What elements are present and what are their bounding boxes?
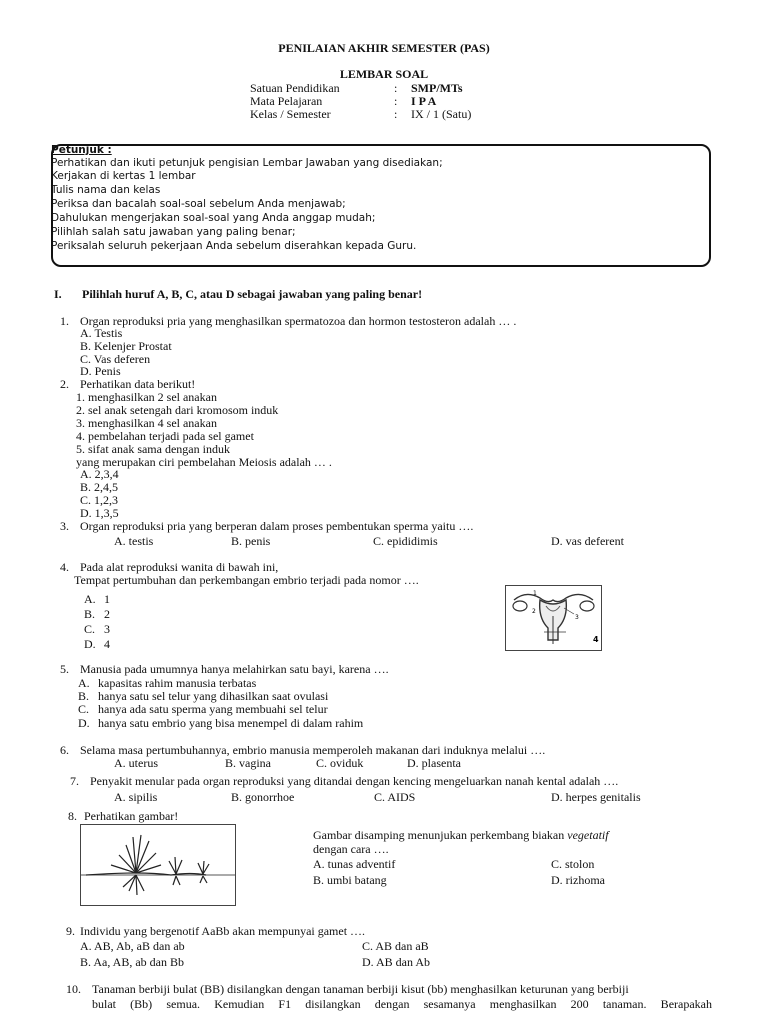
uterus-illustration [506, 586, 601, 650]
question-text: Penyakit menular pada organ reproduksi yang ditandai dengan kencing mengeluarkan nanah kental adalah …. [90, 774, 619, 788]
option: C. epididimis [373, 534, 438, 548]
question-description-2: dengan cara …. [313, 842, 389, 856]
option: hanya ada satu sperma yang membuahi sel telur [98, 702, 328, 716]
option: 4 [104, 637, 110, 651]
question-text: Selama masa pertumbuhannya, embrio manusia memperoleh makanan dari induknya melalui …. [80, 743, 546, 757]
page-title: PENILAIAN AKHIR SEMESTER (PAS) [278, 41, 490, 55]
question-number: 10. [66, 982, 81, 996]
question-text: Perhatikan gambar! [84, 809, 179, 823]
diagram-label: 4 [593, 635, 599, 644]
option: C. AB dan aB [362, 939, 429, 953]
question-text: Organ reproduksi pria yang menghasilkan spermatozoa dan hormon testosteron adalah … . [80, 314, 517, 328]
data-item: 2. sel anak setengah dari kromosom induk [76, 403, 279, 417]
question-text: Tanaman berbiji bulat (BB) disilangkan dengan tanaman berbiji kisut (bb) menghasilkan keturunan yang berbiji [92, 982, 629, 996]
option: B. umbi batang [313, 873, 387, 887]
meta-sep: : [394, 107, 398, 121]
question-number: 6. [60, 743, 69, 757]
meta-value: SMP/MTs [411, 81, 463, 95]
option-letter: C. [84, 622, 96, 636]
instruction-line: Periksa dan bacalah soal-soal sebelum Anda menjawab; [51, 198, 346, 210]
option: B. Kelenjer Prostat [80, 339, 172, 353]
plant-image [80, 824, 236, 906]
data-item: 5. sifat anak sama dengan induk [76, 442, 230, 456]
meta-label: Mata Pelajaran [250, 94, 323, 108]
option: A. AB, Ab, aB dan ab [80, 939, 185, 953]
instruction-line: Kerjakan di kertas 1 lembar [51, 170, 196, 182]
question-number: 3. [60, 519, 69, 533]
option: C. oviduk [316, 756, 364, 770]
option: D. Penis [80, 364, 121, 378]
instruction-line: Perhatikan dan ikuti petunjuk pengisian Lembar Jawaban yang disediakan; [51, 157, 443, 169]
option: B. vagina [225, 756, 271, 770]
option: D. AB dan Ab [362, 955, 431, 969]
question-number: 1. [60, 314, 69, 328]
question-text: Individu yang bergenotif AaBb akan mempunyai gamet …. [80, 924, 366, 938]
question-number: 7. [70, 774, 79, 788]
option-letter: D. [78, 716, 90, 730]
question-text: Pada alat reproduksi wanita di bawah ini, [80, 560, 279, 574]
page-subtitle: LEMBAR SOAL [339, 67, 429, 81]
option-letter: B. [84, 607, 96, 621]
option: 2 [104, 607, 110, 621]
description-text: Gambar disamping menunjukan perkembang biakan [313, 828, 568, 842]
meta-sep: : [394, 81, 398, 95]
instruction-line: Pilihlah salah satu jawaban yang paling benar; [51, 226, 296, 238]
question-number: 2. [60, 377, 69, 391]
instruction-line: Periksalah seluruh pekerjaan Anda sebelum diserahkan kepada Guru. [51, 240, 417, 252]
instructions-heading: Petunjuk : [51, 144, 112, 156]
option: D. herpes genitalis [551, 790, 641, 804]
runner-plant-illustration [81, 825, 235, 905]
option: 3 [104, 622, 110, 636]
option: B. gonorrhoe [231, 790, 295, 804]
question-number: 5. [60, 662, 69, 676]
data-item: 1. menghasilkan 2 sel anakan [76, 390, 217, 404]
option: hanya satu embrio yang bisa menempel di dalam rahim [98, 716, 364, 730]
meta-value: I P A [411, 94, 437, 108]
option-letter: C. [78, 702, 90, 716]
data-item: 4. pembelahan terjadi pada sel gamet [76, 429, 254, 443]
option: 1 [104, 592, 110, 606]
question-text: Organ reproduksi pria yang berperan dalam proses pembentukan sperma yaitu …. [80, 519, 474, 533]
question-text-2: bulat (Bb) semua. Kemudian F1 disilangkan dengan sesamanya menghasilkan 200 tanaman. Berapakah [92, 997, 712, 1011]
question-text: Manusia pada umumnya hanya melahirkan satu bayi, karena …. [80, 662, 389, 676]
option: C. AIDS [374, 790, 416, 804]
section-title: Pilihlah huruf A, B, C, atau D sebagai jawaban yang paling benar! [82, 287, 423, 301]
option: A. tunas adventif [313, 857, 396, 871]
option: kapasitas rahim manusia terbatas [98, 676, 257, 690]
description-italic: vegetatif [567, 828, 609, 842]
option: C. stolon [551, 857, 595, 871]
option: B. penis [231, 534, 271, 548]
question-number: 8. [68, 809, 77, 823]
option-letter: D. [84, 637, 96, 651]
meta-sep: : [394, 94, 398, 108]
option: B. Aa, AB, ab dan Bb [80, 955, 184, 969]
option: D. vas deferent [551, 534, 624, 548]
option-letter: B. [78, 689, 90, 703]
diagram-label: 2 [532, 608, 536, 615]
option: A. Testis [80, 326, 123, 340]
option: D. rizhoma [551, 873, 605, 887]
meta-label: Kelas / Semester [250, 107, 331, 121]
option: A. sipilis [114, 790, 158, 804]
question-prompt: yang merupakan ciri pembelahan Meiosis adalah … . [76, 455, 332, 469]
meta-value: IX / 1 (Satu) [411, 107, 472, 121]
question-text-2: Tempat pertumbuhan dan perkembangan embrio terjadi pada nomor …. [74, 573, 419, 587]
meta-label: Satuan Pendidikan [250, 81, 340, 95]
question-number: 4. [60, 560, 69, 574]
diagram-label: 3 [575, 614, 579, 621]
option-letter: A. [84, 592, 96, 606]
option: D. 1,3,5 [80, 506, 119, 520]
diagram-label: 1 [533, 590, 537, 597]
data-item: 3. menghasilkan 4 sel anakan [76, 416, 217, 430]
question-number: 9. [66, 924, 75, 938]
option: D. plasenta [407, 756, 461, 770]
option: hanya satu sel telur yang dihasilkan saat ovulasi [98, 689, 329, 703]
section-number: I. [54, 287, 62, 301]
option: B. 2,4,5 [80, 480, 119, 494]
question-description [313, 829, 609, 842]
option: C. 1,2,3 [80, 493, 119, 507]
option: A. uterus [114, 756, 158, 770]
instructions-box [51, 144, 711, 267]
instruction-line: Tulis nama dan kelas [51, 184, 161, 196]
option-letter: A. [78, 676, 90, 690]
option: A. 2,3,4 [80, 467, 119, 481]
option: C. Vas deferen [80, 352, 151, 366]
option: A. testis [114, 534, 154, 548]
instruction-line: Dahulukan mengerjakan soal-soal yang Anda anggap mudah; [51, 212, 376, 224]
uterus-diagram [505, 585, 602, 651]
question-text: Perhatikan data berikut! [80, 377, 196, 391]
